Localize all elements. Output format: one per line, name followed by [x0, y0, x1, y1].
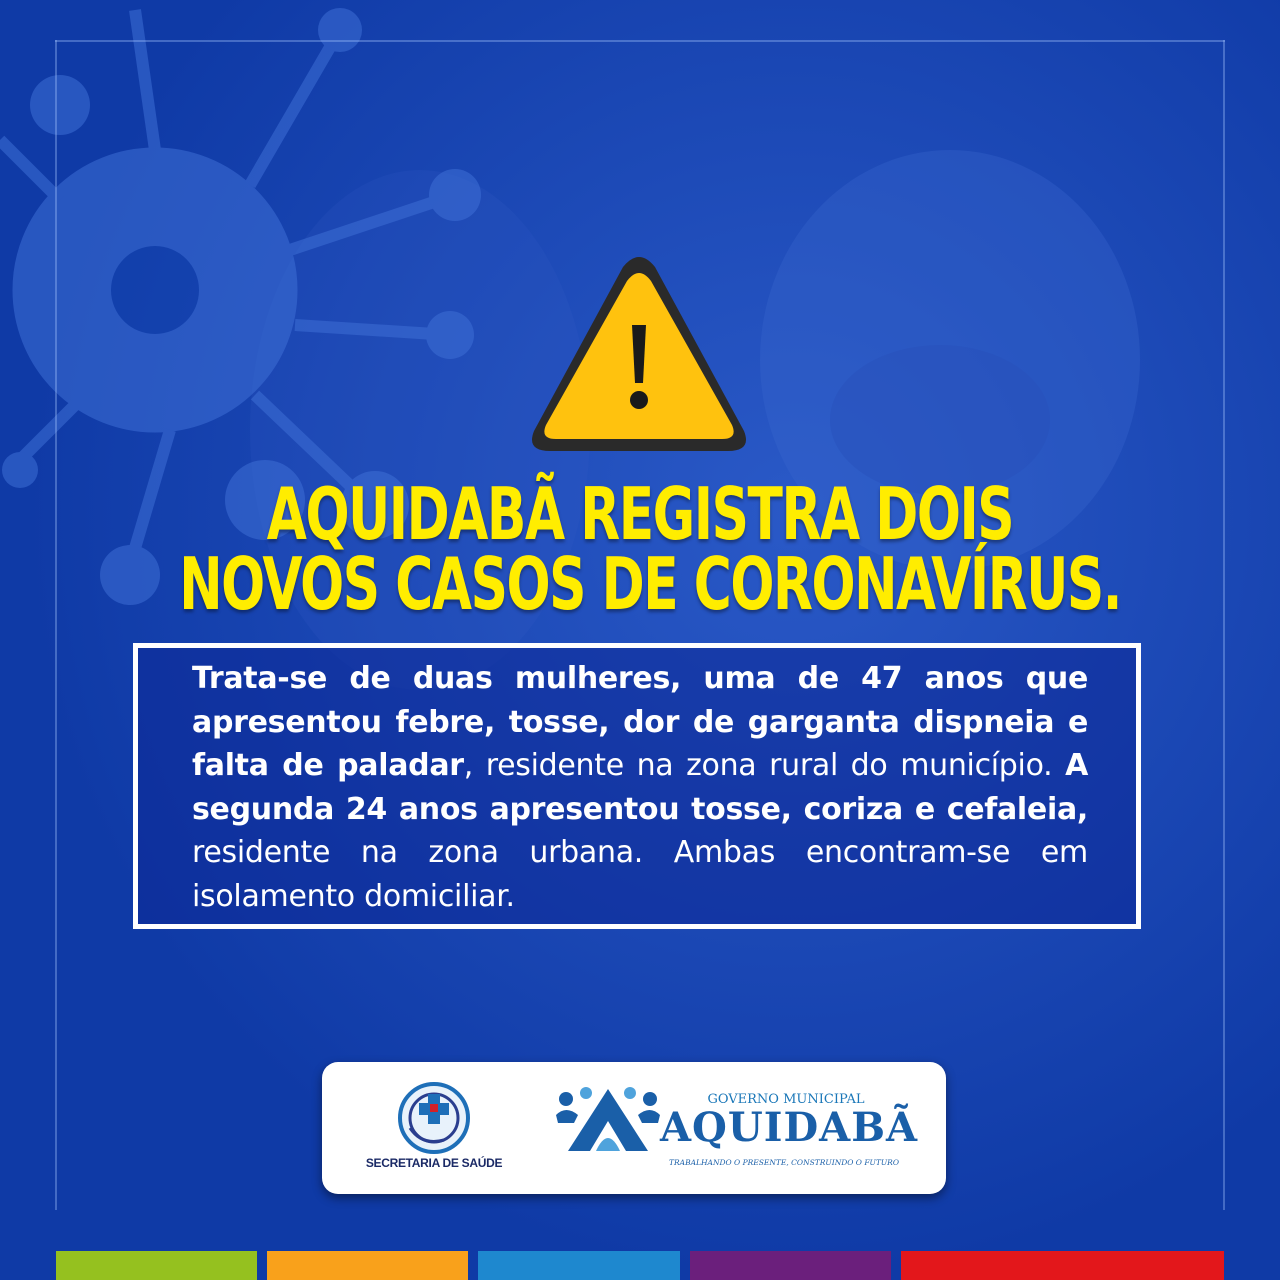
stripe-blue: [478, 1251, 680, 1280]
frame-line-left: [55, 40, 57, 1210]
frame-line-top: [55, 40, 1225, 42]
frame-line-right: [1223, 40, 1225, 1210]
gov-tagline: TRABALHANDO O PRESENTE, CONSTRUINDO O FUTURO: [669, 1158, 899, 1167]
aquidaba-emblem-icon: [556, 1085, 660, 1157]
headline-line-1: AQUIDABÃ REGISTRA DOIS: [266, 472, 1014, 556]
stripe-green: [56, 1251, 257, 1280]
info-bold-1: Trata-se de duas mulheres, uma de 47 anos que apresentou febre, tosse, dor de garganta dispneia e falta de paladar: [192, 661, 1088, 784]
info-normal-1: , residente na zona rural do município.: [463, 748, 1066, 784]
warning-triangle-icon: [528, 255, 750, 455]
secretaria-saude-logo: [392, 1080, 476, 1156]
gov-subtitle: GOVERNO MUNICIPAL: [707, 1092, 865, 1107]
gov-name: AQUIDABÃ: [660, 1104, 919, 1151]
headline-line-2: NOVOS CASOS DE CORONAVÍRUS.: [179, 542, 1122, 626]
secretaria-saude-label: SECRETARIA DE SAÚDE: [365, 1156, 503, 1170]
info-bold-2: A segunda 24 anos apresentou tosse, coriza e cefaleia,: [192, 748, 1088, 827]
stripe-orange: [267, 1251, 468, 1280]
stripe-red: [901, 1251, 1224, 1280]
stripe-purple: [690, 1251, 891, 1280]
info-normal-2: residente na zona urbana. Ambas encontram-se em isolamento domiciliar.: [192, 835, 1088, 914]
info-paragraph: [192, 657, 1088, 919]
